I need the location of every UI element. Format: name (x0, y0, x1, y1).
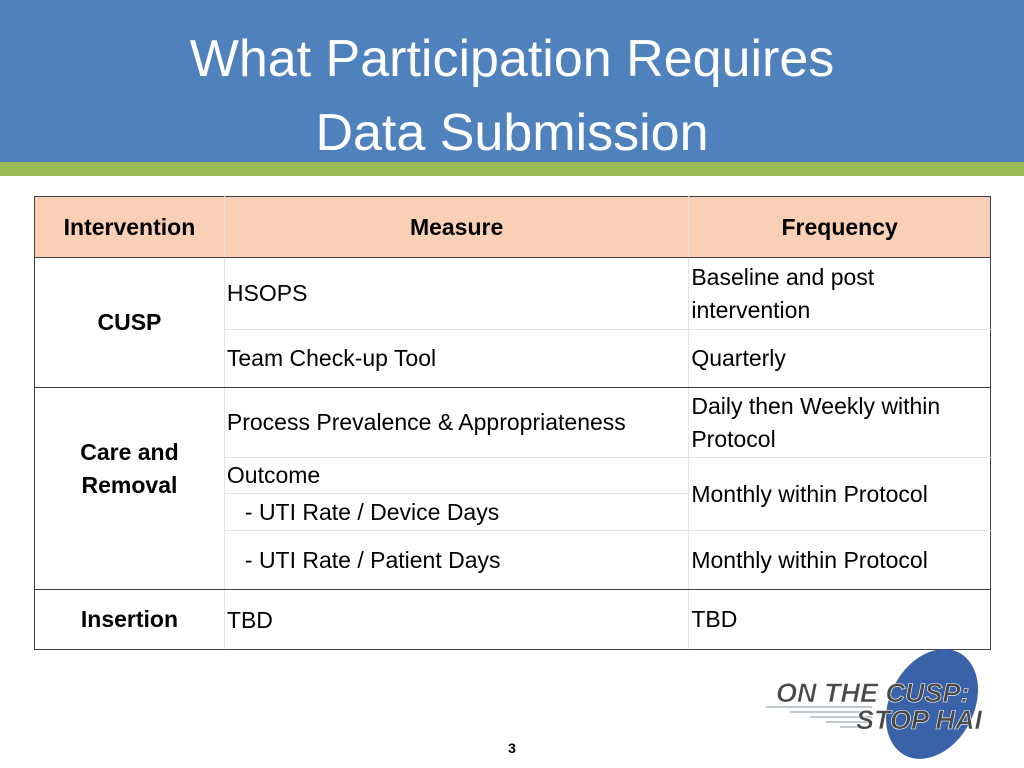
slide-title (0, 22, 1024, 170)
measure-sub-cell: - UTI Rate / Device Days (224, 494, 688, 531)
participation-table (34, 196, 991, 650)
frequency-cell: Baseline and post intervention (689, 258, 991, 330)
slide-title-line2: Data Submission (315, 104, 709, 162)
header-frequency: Frequency (689, 197, 991, 258)
frequency-cell: TBD (689, 590, 991, 650)
table-row (35, 258, 991, 330)
measure-cell: - UTI Rate / Patient Days (224, 531, 688, 590)
frequency-cell: Daily then Weekly within Protocol (689, 388, 991, 458)
table-row (35, 388, 991, 458)
intervention-care-removal-line1: Care and (80, 438, 179, 465)
header-intervention: Intervention (35, 197, 225, 258)
measure-cell: TBD (224, 590, 688, 650)
table-header-row (35, 197, 991, 258)
logo-line1: ON THE CUSP: (776, 678, 970, 708)
intervention-insertion: Insertion (35, 590, 225, 650)
header-measure: Measure (224, 197, 688, 258)
intervention-cusp: CUSP (35, 258, 225, 388)
intervention-care-removal (35, 388, 225, 590)
measure-cell: Outcome (224, 458, 688, 494)
measure-cell: Team Check-up Tool (224, 330, 688, 388)
frequency-cell: Monthly within Protocol (689, 458, 991, 531)
frequency-cell: Quarterly (689, 330, 991, 388)
frequency-cell: Monthly within Protocol (689, 531, 991, 590)
slide-title-line1: What Participation Requires (189, 30, 835, 88)
page-number: 3 (508, 740, 516, 756)
logo-line2: STOP HAI (856, 705, 983, 735)
measure-cell: Process Prevalence & Appropriateness (224, 388, 688, 458)
cusp-stop-hai-logo (760, 640, 1010, 760)
intervention-care-removal-line2: Removal (81, 471, 178, 498)
measure-cell: HSOPS (224, 258, 688, 330)
